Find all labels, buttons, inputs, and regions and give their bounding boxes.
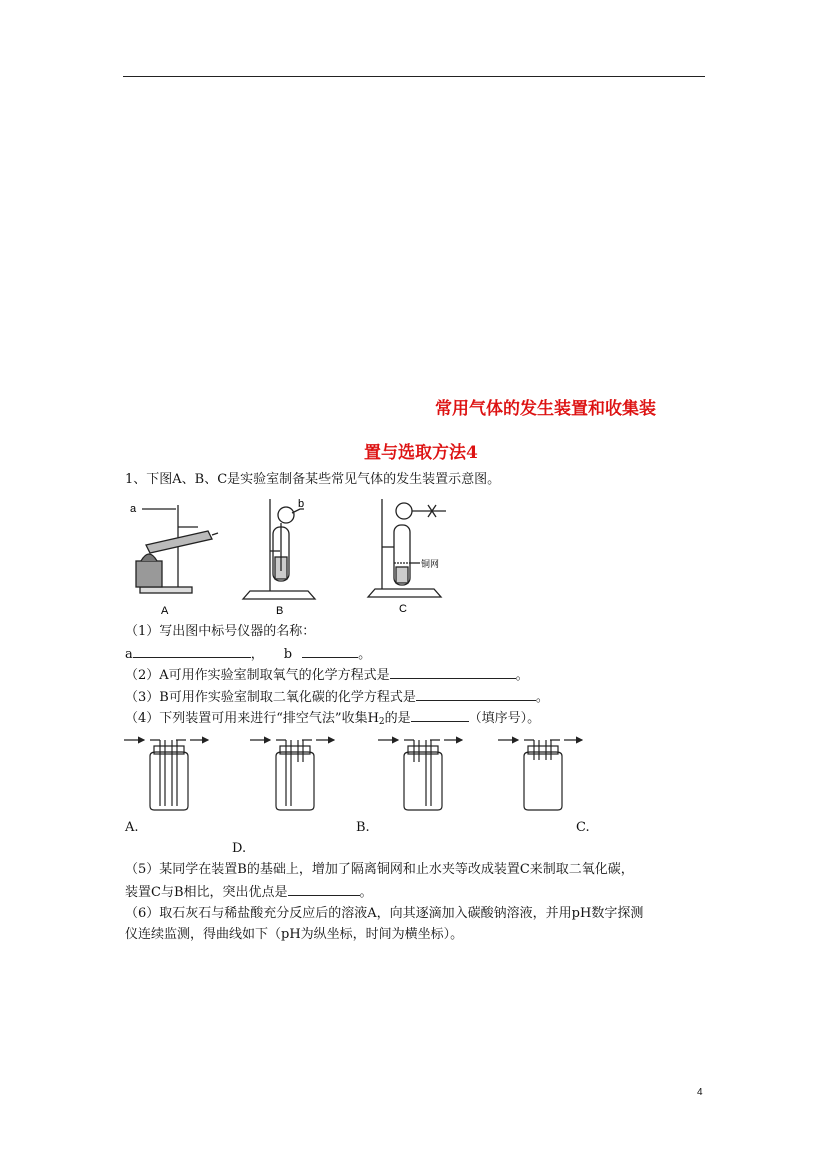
part-4 bbox=[125, 710, 540, 730]
label-apparatus-c: C bbox=[399, 603, 407, 615]
bottle-b bbox=[250, 740, 334, 810]
part-5-line-2 bbox=[125, 884, 373, 901]
period: 。 bbox=[535, 690, 549, 705]
part-4-text-2: 的是 bbox=[384, 711, 411, 726]
comma: ， bbox=[250, 647, 264, 662]
title-line-1: 常用气体的发生装置和收集装 bbox=[435, 399, 656, 419]
bottle-d bbox=[498, 740, 582, 810]
answer-blank-a[interactable] bbox=[133, 646, 251, 658]
answer-blank-3[interactable] bbox=[416, 689, 536, 701]
part-2-text: （2）A可用作实验室制取氧气的化学方程式是 bbox=[125, 668, 390, 683]
apparatus-c bbox=[368, 499, 446, 597]
page-number: 4 bbox=[697, 1087, 703, 1098]
part-5-line-1: （5）某同学在装置B的基础上，增加了隔离铜网和止水夹等改成装置C来制取二氧化碳， bbox=[125, 862, 634, 877]
answer-blank-b[interactable] bbox=[302, 646, 358, 658]
option-c[interactable]: C. bbox=[576, 820, 590, 835]
answer-blank-2[interactable] bbox=[390, 667, 516, 679]
option-a[interactable]: A. bbox=[125, 820, 139, 835]
period: 。 bbox=[359, 885, 373, 900]
label-a: a bbox=[130, 503, 137, 515]
part-3-text: （3）B可用作实验室制取二氧化碳的化学方程式是 bbox=[125, 690, 416, 705]
part-1-b-label: b bbox=[283, 647, 293, 662]
label-copper-mesh: 铜网 bbox=[421, 559, 440, 569]
label-b: b bbox=[298, 498, 305, 510]
label-apparatus-a: A bbox=[161, 605, 169, 617]
part-1-answer-line bbox=[125, 646, 371, 663]
collection-bottles-figure bbox=[120, 732, 620, 812]
label-apparatus-b: B bbox=[276, 605, 284, 617]
answer-blank-4[interactable] bbox=[411, 710, 469, 722]
option-d[interactable]: D. bbox=[232, 841, 247, 856]
apparatus-b bbox=[243, 499, 315, 599]
part-3 bbox=[125, 689, 549, 706]
part-6-line-2: 仪连续监测，得曲线如下（pH为纵坐标，时间为横坐标）。 bbox=[125, 927, 464, 942]
part-1-a-label: a bbox=[125, 647, 133, 662]
bottle-c bbox=[378, 740, 462, 810]
subscript: 2 bbox=[378, 717, 385, 727]
apparatus-a bbox=[136, 505, 218, 593]
header-rule bbox=[123, 76, 705, 77]
part-5-text: 装置C与B相比，突出优点是 bbox=[125, 885, 288, 900]
title-line-2: 置与选取方法4 bbox=[364, 443, 478, 463]
option-b[interactable]: B. bbox=[356, 820, 370, 835]
part-1-prompt: （1）写出图中标号仪器的名称： bbox=[125, 624, 316, 639]
bottle-a bbox=[124, 740, 208, 810]
answer-blank-5[interactable] bbox=[288, 884, 360, 896]
period: 。 bbox=[358, 647, 372, 662]
part-2 bbox=[125, 667, 529, 684]
generation-apparatus-figure bbox=[128, 497, 468, 617]
part-4-text: （4）下列装置可用来进行“排空气法”收集H bbox=[125, 711, 379, 726]
question-1-stem: 1、下图A、B、C是实验室制备某些常见气体的发生装置示意图。 bbox=[125, 472, 501, 487]
part-4-end: （填序号）。 bbox=[468, 711, 541, 726]
part-6-line-1: （6）取石灰石与稀盐酸充分反应后的溶液A，向其逐滴加入碳酸钠溶液，并用pH数字探测 bbox=[125, 906, 644, 921]
period: 。 bbox=[515, 668, 529, 683]
